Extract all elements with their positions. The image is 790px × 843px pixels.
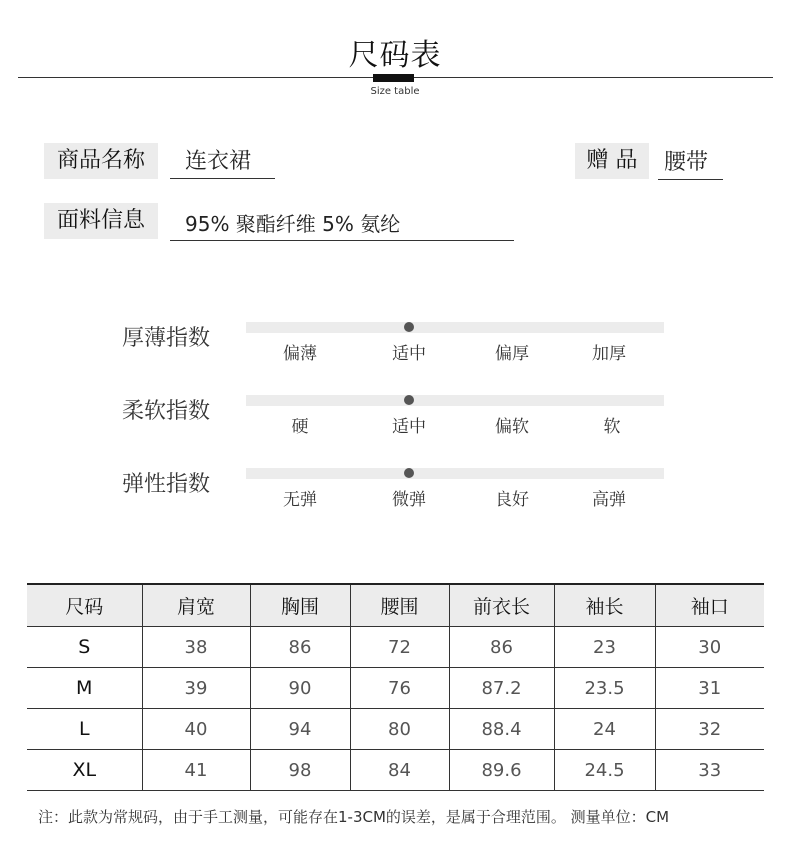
table-cell: M [27, 668, 142, 709]
index-selected-dot [404, 395, 414, 405]
index-label: 弹性指数 [122, 472, 211, 497]
index-option: 适中 [392, 344, 426, 364]
index-option: 软 [603, 417, 621, 437]
index-label: 柔软指数 [122, 399, 211, 424]
index-option: 高弹 [592, 490, 626, 510]
table-header-cell: 尺码 [27, 584, 142, 627]
table-cell: 31 [655, 668, 764, 709]
table-cell: 39 [142, 668, 250, 709]
table-header-cell: 袖口 [655, 584, 764, 627]
measurement-note: 注：此款为常规码，由于手工测量，可能存在1-3CM的误差，是属于合理范围。 测量单位：CM [38, 808, 670, 826]
index-option: 微弹 [392, 490, 426, 510]
table-cell: 84 [350, 750, 449, 791]
gift-label: 赠 品 [575, 143, 649, 179]
page-title: 尺码表 [348, 38, 442, 73]
table-header-cell: 肩宽 [142, 584, 250, 627]
table-row [27, 668, 764, 709]
product-name-label: 商品名称 [44, 143, 158, 179]
index-selected-dot [404, 468, 414, 478]
table-cell: 88.4 [449, 709, 554, 750]
index-track [246, 395, 664, 406]
table-cell: 23.5 [554, 668, 655, 709]
title-accent-bar [373, 74, 414, 82]
table-cell: 33 [655, 750, 764, 791]
table-cell: 86 [449, 627, 554, 668]
table-cell: 86 [250, 627, 350, 668]
index-option: 偏软 [495, 417, 529, 437]
index-selected-dot [404, 322, 414, 332]
table-header-cell: 腰围 [350, 584, 449, 627]
table-cell: S [27, 627, 142, 668]
table-cell: 94 [250, 709, 350, 750]
fabric-label: 面料信息 [44, 203, 158, 239]
table-cell: 38 [142, 627, 250, 668]
index-track [246, 322, 664, 333]
table-cell: 30 [655, 627, 764, 668]
table-cell: XL [27, 750, 142, 791]
page-subtitle: Size table [370, 86, 420, 97]
table-cell: 76 [350, 668, 449, 709]
index-option: 偏厚 [495, 344, 529, 364]
fabric-value: 95% 聚酯纤维 5% 氨纶 [170, 208, 514, 241]
table-cell: 89.6 [449, 750, 554, 791]
product-name-value: 连衣裙 [170, 146, 275, 179]
table-header-row [27, 584, 764, 627]
table-cell: 40 [142, 709, 250, 750]
table-cell: 72 [350, 627, 449, 668]
table-cell: 98 [250, 750, 350, 791]
table-cell: 32 [655, 709, 764, 750]
index-option: 加厚 [592, 344, 626, 364]
table-cell: 24.5 [554, 750, 655, 791]
table-cell: 80 [350, 709, 449, 750]
index-label: 厚薄指数 [122, 326, 211, 351]
table-cell: 90 [250, 668, 350, 709]
index-track [246, 468, 664, 479]
index-option: 硬 [291, 417, 309, 437]
table-header-cell: 前衣长 [449, 584, 554, 627]
table-header-cell: 袖长 [554, 584, 655, 627]
size-table [27, 583, 764, 791]
table-header-cell: 胸围 [250, 584, 350, 627]
index-option: 适中 [392, 417, 426, 437]
table-cell: 23 [554, 627, 655, 668]
index-option: 无弹 [283, 490, 317, 510]
index-option: 良好 [495, 490, 529, 510]
table-cell: 24 [554, 709, 655, 750]
table-row [27, 750, 764, 791]
index-option: 偏薄 [283, 344, 317, 364]
gift-value: 腰带 [658, 147, 723, 180]
table-cell: 41 [142, 750, 250, 791]
table-row [27, 709, 764, 750]
table-cell: L [27, 709, 142, 750]
table-row [27, 627, 764, 668]
table-cell: 87.2 [449, 668, 554, 709]
